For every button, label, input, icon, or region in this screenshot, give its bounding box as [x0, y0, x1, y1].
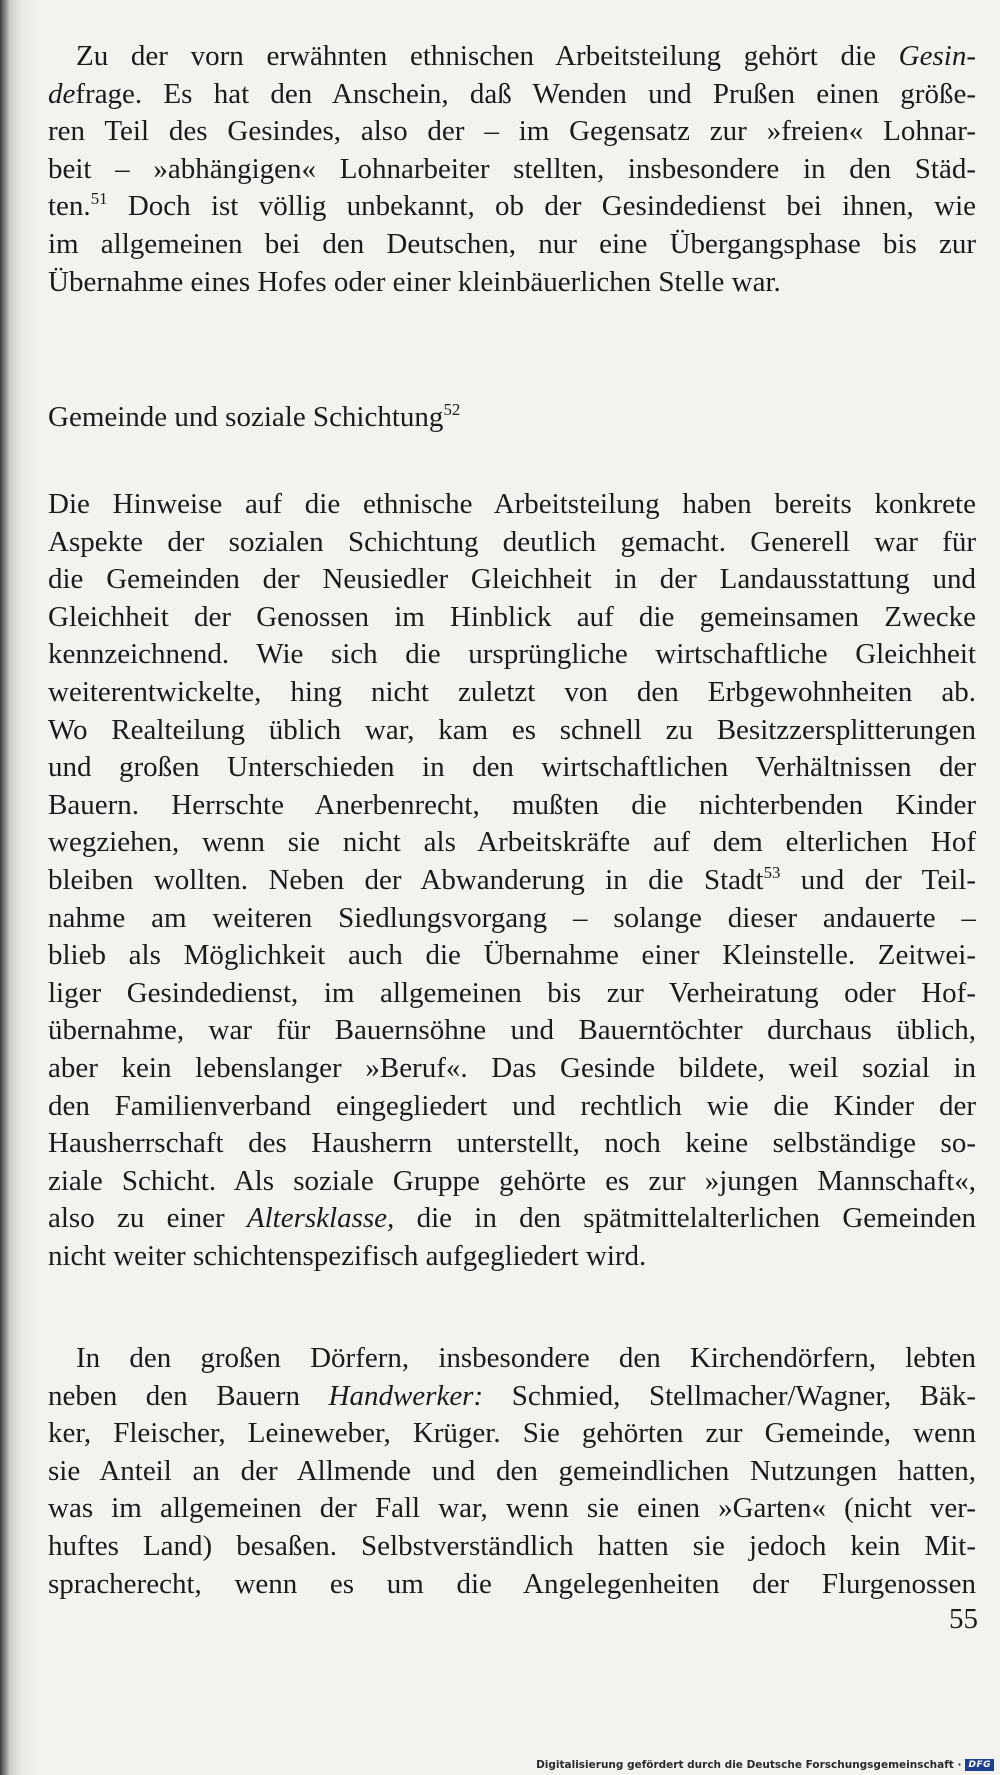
footnote-ref: 53 [763, 863, 781, 883]
text-line: ziale Schicht. Als soziale Gruppe gehörte es zur »jungen Mannschaft«, [48, 1164, 976, 1197]
text-line: defrage. Es hat den Anschein, daß Wenden und Prußen einen größe- [48, 77, 976, 110]
italic-term: Gesin- [898, 40, 976, 72]
text-line: Zu der vorn erwähnten ethnischen Arbeitsteilung gehört die Gesin- [76, 40, 976, 72]
footnote-ref: 52 [443, 400, 461, 420]
text-line: kennzeichnend. Wie sich die ursprüngliche wirtschaftliche Gleichheit [48, 638, 976, 671]
italic-term: de [48, 77, 76, 110]
text-line: Wo Realteilung üblich war, kam es schnell zu Besitzzersplitterungen [48, 713, 976, 746]
text-line: Bauern. Herrschte Anerbenrecht, mußten die nichterbenden Kinder [48, 788, 976, 821]
text-line: beit – »abhängigen« Lohnarbeiter stellten, insbesondere in den Städ- [48, 152, 976, 185]
credit-text: Digitalisierung gefördert durch die Deutsche Forschungsgemeinschaft · [536, 1759, 962, 1771]
text-line: Übernahme eines Hofes oder einer kleinbäuerlichen Stelle war. [48, 265, 781, 298]
text-line: Aspekte der sozialen Schichtung deutlich gemacht. Generell war für [48, 525, 976, 558]
text-line: sie Anteil an der Allmende und den gemeindlichen Nutzungen hatten, [48, 1454, 976, 1487]
page-number: 55 [949, 1603, 978, 1635]
text-line: Gleichheit der Genossen im Hinblick auf die gemeinsamen Zwecke [48, 600, 976, 633]
text-line: In den großen Dörfern, insbesondere den Kirchendörfern, lebten [76, 1342, 976, 1374]
text-line: also zu einer Altersklasse, die in den spätmittelalterlichen Gemeinden [48, 1202, 976, 1235]
text-line: den Familienverband eingegliedert und rechtlich wie die Kinder der [48, 1089, 976, 1122]
text-line: ten.$^{51}$ Doch ist völlig unbekannt, ob der Gesindedienst bei ihnen, wie [48, 189, 976, 223]
paragraph-handwerker [48, 1340, 976, 1603]
text-line: wegziehen, wenn sie nicht als Arbeitskräfte auf dem elterlichen Hof [48, 826, 976, 859]
text-line: Hausherrschaft des Hausherrn unterstellt, noch keine selbständige so- [48, 1127, 976, 1160]
text-line: nicht weiter schichtenspezifisch aufgegliedert wird. [48, 1239, 647, 1272]
paragraph-schichtung [48, 486, 976, 1275]
text-line: blieb als Möglichkeit auch die Übernahme einer Kleinstelle. Zeitwei- [48, 939, 976, 972]
text-line: ker, Fleischer, Leineweber, Krüger. Sie gehörten zur Gemeinde, wenn [48, 1417, 976, 1450]
text-line: und großen Unterschieden in den wirtschaftlichen Verhältnissen der [48, 751, 976, 784]
section-heading: Gemeinde und soziale Schichtung$^{52}$ [48, 400, 461, 433]
text-line: liger Gesindedienst, im allgemeinen bis zur Verheiratung oder Hof- [48, 976, 976, 1009]
text-line: weiterentwickelte, hing nicht zuletzt von den Erbgewohnheiten ab. [48, 675, 976, 708]
text-line: aber kein lebenslanger »Beruf«. Das Gesinde bildete, weil sozial in [48, 1051, 976, 1084]
text-line: huftes Land) besaßen. Selbstverständlich hatten sie jedoch kein Mit- [48, 1529, 976, 1562]
dfg-logo-icon: DFG [965, 1759, 994, 1771]
text-line: ren Teil des Gesindes, also der – im Gegensatz zur »freien« Lohnar- [48, 115, 976, 148]
text-line: Die Hinweise auf die ethnische Arbeitsteilung haben bereits konkrete [48, 488, 976, 520]
text-line: die Gemeinden der Neusiedler Gleichheit in der Landausstattung und [48, 563, 976, 596]
paragraph-gesindefrage [48, 38, 976, 301]
text-line: neben den Bauern Handwerker: Schmied, Stellmacher/Wagner, Bäk- [48, 1379, 976, 1412]
italic-term: Altersklasse, [246, 1202, 395, 1235]
text-line: übernahme, war für Bauernsöhne und Bauerntöchter durchaus üblich, [48, 1014, 976, 1047]
italic-term: Handwerker: [328, 1379, 484, 1412]
text-line: spracherecht, wenn es um die Angelegenheiten der Flurgenossen [48, 1567, 976, 1600]
text-line: nahme am weiteren Siedlungsvorgang – solange dieser andauerte – [48, 901, 976, 934]
digitization-credit [536, 1759, 994, 1771]
text-line: was im allgemeinen der Fall war, wenn sie einen »Garten« (nicht ver- [48, 1492, 976, 1525]
text-line: im allgemeinen bei den Deutschen, nur eine Übergangsphase bis zur [48, 227, 976, 260]
text-line: bleiben wollten. Neben der Abwanderung in die Stadt$^{53}$ und der Teil- [48, 863, 976, 896]
footnote-ref: 51 [90, 189, 108, 209]
